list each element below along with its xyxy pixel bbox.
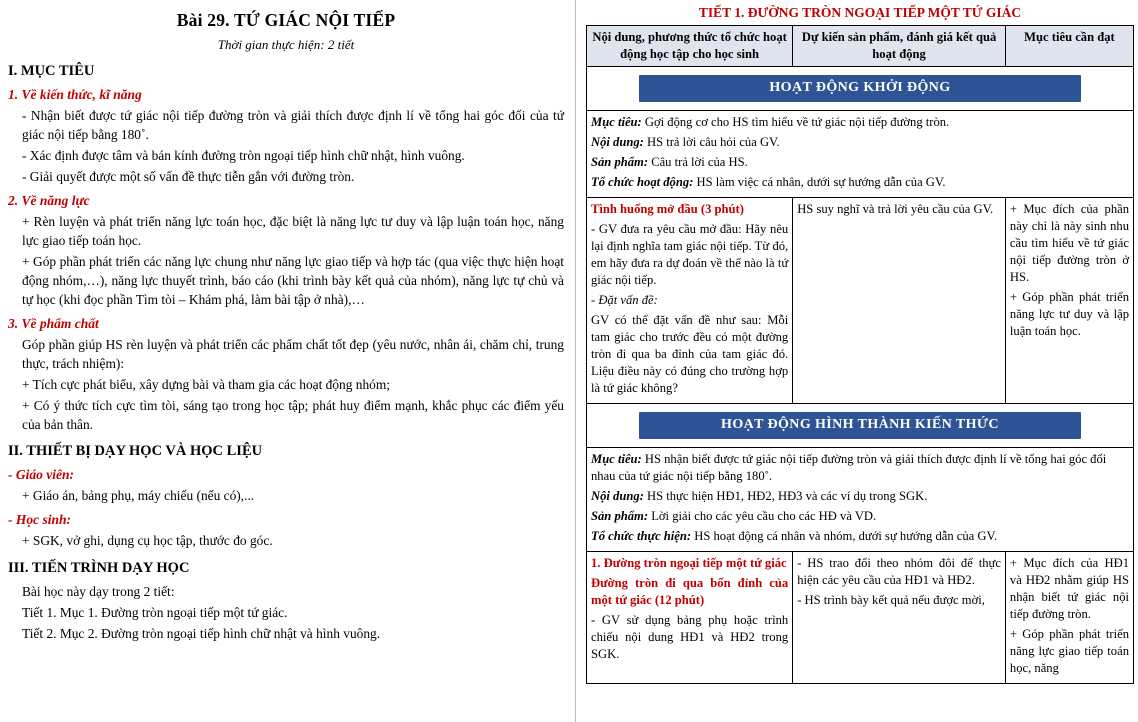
to-chuc-label: Tổ chức hoạt động: [591, 174, 694, 189]
label-giao-vien: - Giáo viên: [8, 467, 74, 483]
muc-tieu-text: HS nhận biết được tứ giác nội tiếp đường tròn và giải thích được định lí về tổng hai góc đối nhau của tứ giác nội tiếp bằng 180˚. [591, 451, 1107, 483]
to-chuc-text: HS làm việc cá nhân, dưới sự hướng dẫn của GV. [693, 174, 946, 189]
activity-banner-hinh-thanh: HOẠT ĐỘNG HÌNH THÀNH KIẾN THỨC [639, 412, 1081, 439]
noi-dung-line [591, 488, 1129, 505]
paragraph: GV có thể đặt vấn đề như sau: Mỗi tam giác cho trước đều có một đường tròn đi qua ba đỉnh của tam giác đó. Liệu điều này có đúng cho trường hợp là tứ giác không? [591, 312, 789, 395]
to-chuc-line [591, 528, 1129, 545]
muc-tieu-label: Mục tiêu: [591, 114, 642, 129]
table-header-row [587, 26, 1134, 67]
paragraph: + Rèn luyện và phát triển năng lực toán học, đặc biệt là năng lực tư duy và lập luận toán học, năng lực giao tiếp toán học. [22, 214, 564, 249]
label-hoc-sinh: - Học sinh: [8, 512, 72, 528]
column-header-noi-dung: Nội dung, phương thức tổ chức hoạt động học tập cho học sinh [587, 26, 793, 67]
noi-dung-label: Nội dung: [591, 134, 644, 149]
page-subtitle: Thời gian thực hiện: 2 tiết [217, 37, 355, 52]
topic-title: 1. Đường tròn ngoại tiếp một tứ giác [591, 555, 787, 570]
cell-noi-dung [587, 551, 793, 683]
lesson-header: TIẾT 1. ĐƯỜNG TRÒN NGOẠI TIẾP MỘT TỨ GIÁC [698, 5, 1022, 20]
paragraph: + Mục đích của HĐ1 và HĐ2 nhằm giúp HS nhận biết tứ giác nội tiếp đường tròn. [1009, 555, 1129, 621]
paragraph: + Góp phần phát triển năng lực tư duy và lập luận toán học. [1009, 289, 1129, 338]
san-pham-label: Sản phẩm: [591, 508, 649, 523]
paragraph: + SGK, vở ghi, dụng cụ học tập, thước đo góc. [22, 533, 273, 549]
san-pham-line [591, 508, 1129, 525]
cell-san-pham [793, 197, 1006, 403]
san-pham-text: Lời giải cho các yêu cầu cho các HĐ và VD. [648, 508, 877, 523]
activity-banner-khoi-dong: HOẠT ĐỘNG KHỞI ĐỘNG [639, 75, 1081, 102]
to-chuc-label: Tổ chức thực hiện: [591, 528, 692, 543]
san-pham-text: Câu trả lời của HS. [648, 154, 748, 169]
muc-tieu-line [591, 114, 1129, 131]
paragraph: + Có ý thức tích cực tìm tòi, sáng tạo trong học tập; phát huy điểm mạnh, khắc phục các điểm yếu của bản thân. [22, 398, 564, 433]
paragraph: + Góp phần phát triển các năng lực chung như năng lực giao tiếp và hợp tác (qua việc thực hiện hoạt động nhóm,…), năng lực thuyết trình, báo cáo (khi trình bày kết quả của nhóm), năng lực tự chủ và tự học (khi đọc phần Tìm tòi – Khám phá, làm bài tập ở nhà),… [22, 254, 564, 308]
paragraph [591, 292, 788, 309]
paragraph: - Giải quyết được một số vấn đề thực tiễn gắn với đường tròn. [22, 169, 355, 185]
situation-title: Tình huống mở đầu (3 phút) [591, 201, 744, 216]
section-heading-tien-trinh: III. TIẾN TRÌNH DẠY HỌC [8, 559, 190, 576]
cell-san-pham [793, 551, 1006, 683]
paragraph: Bài học này dạy trong 2 tiết: [22, 583, 175, 599]
to-chuc-text: HS hoạt động cá nhân và nhóm, dưới sự hướng dẫn của GV. [691, 528, 998, 543]
paragraph: + Giáo án, bảng phụ, máy chiếu (nếu có),... [22, 488, 255, 504]
banner-row-khoi-dong [587, 67, 1134, 111]
column-header-muc-tieu: Mục tiêu cần đạt [1005, 26, 1133, 67]
muc-tieu-label: Mục tiêu: [591, 451, 642, 466]
topic-subtitle: Đường tròn đi qua bốn đỉnh của một tứ giác (12 phút) [591, 575, 789, 607]
paragraph: - GV đưa ra yêu cầu mở đầu: Hãy nêu lại định nghĩa tam giác nội tiếp. Từ đó, em hãy đưa ra dự đoán về thế nào là tứ giác nội tiếp. [591, 221, 789, 287]
lesson-plan-table [586, 25, 1134, 684]
noi-dung-label: Nội dung: [591, 488, 644, 503]
banner-cell [587, 67, 1134, 111]
info-cell [587, 447, 1134, 551]
cell-muc-tieu [1005, 197, 1133, 403]
info-row-khoi-dong [587, 110, 1134, 197]
paragraph: HS suy nghĩ và trả lời yêu cầu của GV. [797, 201, 994, 216]
paragraph: Tiết 1. Mục 1. Đường tròn ngoại tiếp một tứ giác. [22, 604, 288, 620]
subheading-nang-luc: 2. Về năng lực [8, 193, 90, 209]
cell-noi-dung [587, 197, 793, 403]
noi-dung-text: HS trả lời câu hỏi của GV. [643, 134, 780, 149]
subheading-kien-thuc: 1. Về kiến thức, kĩ năng [8, 87, 142, 102]
section-heading-thiet-bi: II. THIẾT BỊ DẠY HỌC VÀ HỌC LIỆU [8, 443, 263, 460]
to-chuc-line [591, 174, 1129, 191]
muc-tieu-line [591, 451, 1129, 485]
paragraph: - GV sử dụng bảng phụ hoặc trình chiếu nội dung HĐ1 và HĐ2 trong SGK. [591, 612, 789, 661]
paragraph: + Tích cực phát biểu, xây dựng bài và tham gia các hoạt động nhóm; [22, 377, 391, 393]
page-title: Bài 29. TỨ GIÁC NỘI TIẾP [176, 10, 396, 30]
paragraph: - Nhận biết được tứ giác nội tiếp đường tròn và giải thích được định lí về tổng hai góc đối của tứ giác nội tiếp bằng 180˚. [22, 108, 564, 143]
paragraph: - Xác định được tâm và bán kính đường tròn ngoại tiếp hình chữ nhật, hình vuông. [22, 148, 465, 164]
paragraph: + Mục đích của phần này chỉ là này sinh nhu cầu tìm hiểu về tứ giác nội tiếp đường tròn ở HS. [1009, 201, 1129, 284]
paragraph: Góp phần giúp HS rèn luyện và phát triển các phẩm chất tốt đẹp (yêu nước, nhân ái, chăm chỉ, trung thực, trách nhiệm): [22, 337, 564, 372]
paragraph: Tiết 2. Mục 2. Đường tròn ngoại tiếp hình chữ nhật và hình vuông. [22, 625, 381, 641]
san-pham-label: Sản phẩm: [591, 154, 649, 169]
column-header-san-pham: Dự kiến sản phẩm, đánh giá kết quả hoạt động [793, 26, 1006, 67]
issue-label: - Đặt vấn đề: [591, 292, 658, 307]
paragraph: - HS trình bày kết quả nếu được mời, [797, 592, 985, 607]
san-pham-line [591, 154, 1129, 171]
noi-dung-text: HS thực hiện HĐ1, HĐ2, HĐ3 và các ví dụ trong SGK. [643, 488, 928, 503]
banner-row-hinh-thanh [587, 403, 1134, 447]
info-row-hinh-thanh [587, 447, 1134, 551]
info-cell [587, 110, 1134, 197]
right-page-column [578, 0, 1138, 722]
table-row [587, 551, 1134, 683]
muc-tieu-text: Gợi động cơ cho HS tìm hiểu về tứ giác nội tiếp đường tròn. [641, 114, 950, 129]
noi-dung-line [591, 134, 1129, 151]
paragraph: - HS trao đổi theo nhóm đôi để thực hiện các yêu cầu của HĐ1 và HĐ2. [797, 555, 1001, 587]
section-heading-muc-tieu: I. MỤC TIÊU [8, 63, 95, 79]
subheading-pham-chat: 3. Về phẩm chất [8, 316, 99, 332]
banner-cell [587, 403, 1134, 447]
paragraph: + Góp phần phát triển năng lực giao tiếp toán học, năng [1009, 626, 1129, 675]
cell-muc-tieu [1005, 551, 1133, 683]
table-row [587, 197, 1134, 403]
